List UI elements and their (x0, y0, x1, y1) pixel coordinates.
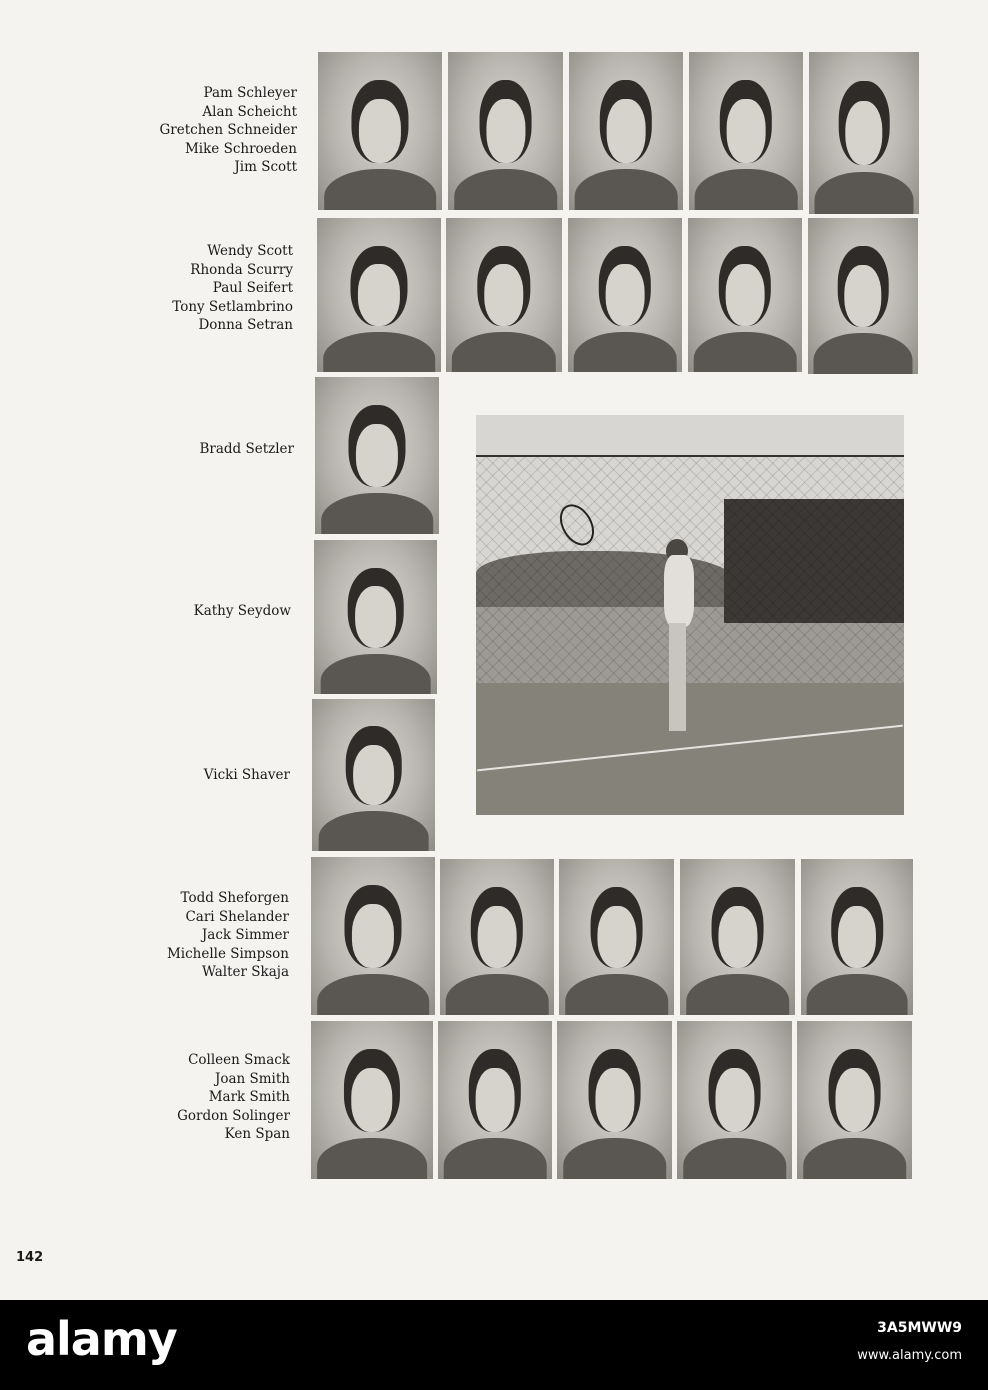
portrait-photo (314, 540, 437, 694)
student-name: Cari Shelander (185, 908, 289, 925)
names-group-1 (160, 84, 297, 177)
student-name: Colleen Smack (188, 1052, 290, 1068)
student-name: Rhonda Scurry (190, 261, 293, 278)
portrait-photo (557, 1021, 672, 1179)
portrait-photo (317, 218, 441, 372)
student-name: Kathy Seydow (193, 603, 291, 619)
portrait-photo (808, 218, 918, 374)
portrait-photo (677, 1021, 792, 1179)
portrait-photo (311, 1021, 433, 1179)
student-name: Tony Setlambrino (172, 298, 293, 315)
names-group-6 (167, 889, 289, 982)
portrait-photo (688, 218, 802, 372)
portrait-photo (318, 52, 442, 210)
stock-watermark-bar (0, 1300, 988, 1390)
page-number: 142 (16, 1250, 44, 1265)
student-name: Jim Scott (234, 159, 297, 175)
student-name: Joan Smith (214, 1070, 290, 1087)
student-name: Michelle Simpson (166, 945, 289, 962)
names-group-7 (177, 1051, 290, 1144)
student-name: Jack Simmer (201, 927, 289, 943)
portrait-photo (568, 218, 682, 372)
student-name: Walter Skaja (202, 964, 289, 980)
site-url: www.alamy.com (857, 1348, 962, 1363)
portrait-photo (569, 52, 683, 210)
student-name: Bradd Setzler (199, 441, 294, 457)
student-name: Pam Schleyer (203, 85, 297, 101)
portrait-photo (446, 218, 562, 372)
student-name: Gretchen Schneider (159, 122, 297, 138)
names-group-5 (204, 766, 290, 785)
portrait-photo (680, 859, 795, 1015)
portrait-photo (312, 699, 435, 851)
portrait-photo (797, 1021, 912, 1179)
student-name: Mike Schroeden (184, 140, 297, 157)
names-group-3 (199, 440, 294, 459)
student-name: Donna Setran (198, 317, 293, 333)
portrait-photo (689, 52, 803, 210)
student-name: Gordon Solinger (177, 1107, 290, 1124)
portrait-photo (438, 1021, 552, 1179)
student-name: Paul Seifert (212, 280, 293, 296)
portrait-photo (315, 377, 439, 534)
portrait-photo (801, 859, 913, 1015)
portrait-photo (559, 859, 674, 1015)
student-name: Vicki Shaver (203, 767, 290, 783)
portrait-photo (440, 859, 554, 1015)
image-id: 3A5MWW9 (877, 1320, 962, 1336)
portrait-photo (311, 857, 435, 1015)
names-group-4 (194, 602, 291, 621)
tennis-photo (476, 415, 904, 815)
portrait-photo (448, 52, 563, 210)
student-name: Wendy Scott (207, 243, 293, 259)
student-name: Todd Sheforgen (180, 890, 289, 906)
student-name: Alan Scheicht (202, 103, 297, 120)
portrait-photo (809, 52, 919, 214)
alamy-logo: alamy (26, 1312, 177, 1366)
names-group-2 (172, 242, 293, 335)
student-name: Ken Span (224, 1126, 290, 1142)
student-name: Mark Smith (208, 1089, 290, 1105)
